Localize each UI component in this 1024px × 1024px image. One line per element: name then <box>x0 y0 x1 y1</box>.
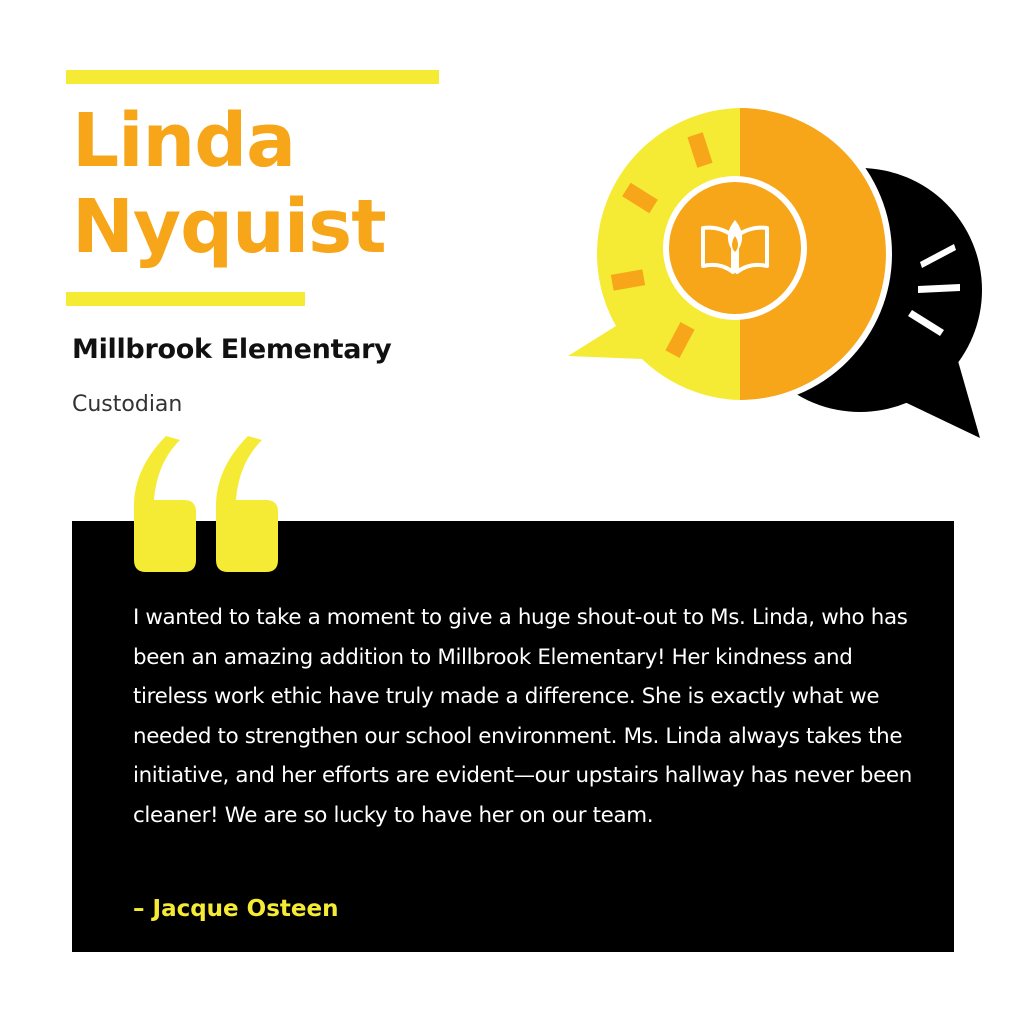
speech-bubbles-book-flame-icon <box>560 104 990 454</box>
testimonial-text: I wanted to take a moment to give a huge shout-out to Ms. Linda, who has been an amazing addition to Millbrook Elementary! Her kindness and tireless work ethic have truly made a difference. She is exactly what we needed to strengthen our school environment. Ms. Linda always takes the initiative, and her efforts are evident—our upstairs hallway has never been cleaner! We are so lucky to have her on our team. <box>133 605 912 828</box>
book-flame-emblem <box>663 176 807 320</box>
bottom-accent-bar <box>66 292 305 306</box>
quote-marks-icon <box>130 436 290 576</box>
school-name: Millbrook Elementary <box>72 334 392 365</box>
employee-name <box>72 98 386 270</box>
top-accent-bar <box>66 70 439 84</box>
testimonial-author: – Jacque Osteen <box>133 896 339 922</box>
job-role: Custodian <box>72 392 183 417</box>
last-name: Nyquist <box>72 184 386 270</box>
first-name: Linda <box>72 98 296 184</box>
